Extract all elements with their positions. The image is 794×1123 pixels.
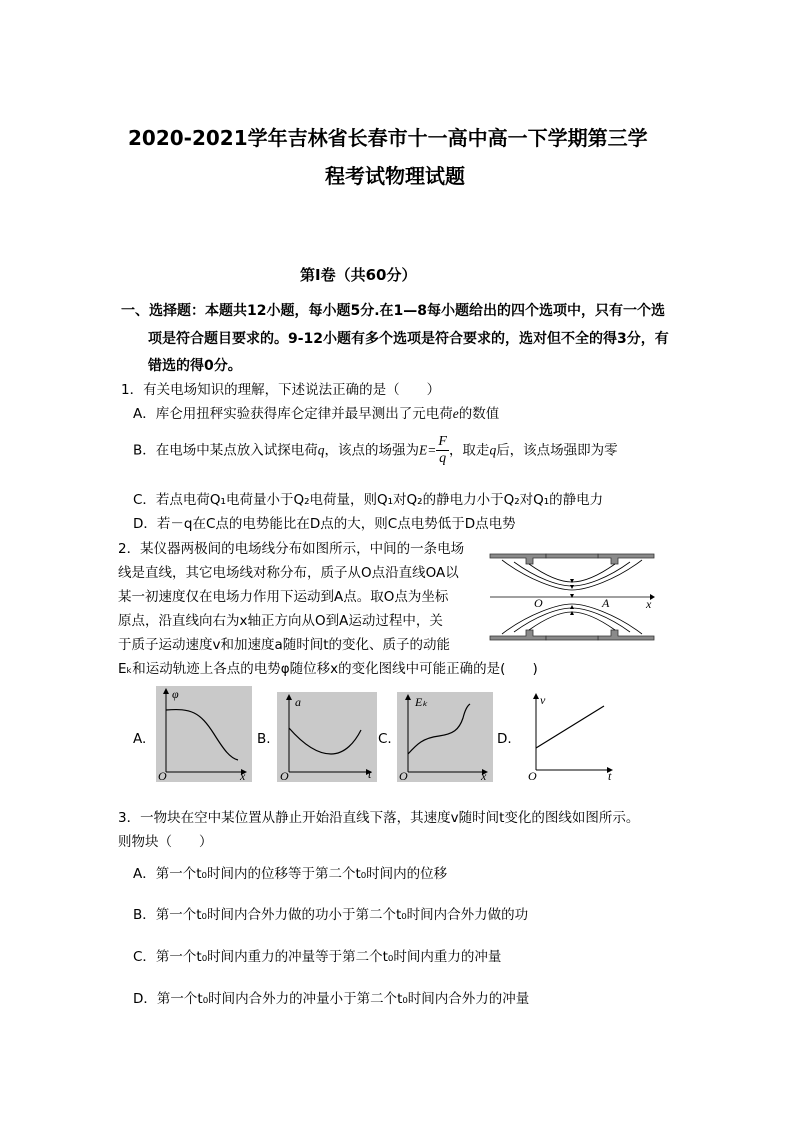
q2-option-d-label: D. [497, 731, 512, 747]
graph-b-x-label: t [368, 767, 372, 781]
q3-option-d: D．第一个t₀时间内合外力的冲量小于第二个t₀时间内合外力的冲量 [133, 991, 530, 1007]
graph-a-background [156, 686, 252, 782]
q1-option-d: D．若－q在C点的电势能比在D点的大，则C点电势低于D点电势 [133, 516, 516, 532]
graph-option-b [277, 692, 377, 782]
q2-line6: Eₖ和运动轨迹上各点的电势φ随位移x的变化图线中可能正确的是( ) [118, 661, 538, 677]
graph-d-x-label: t [608, 769, 612, 782]
q1-option-c: C．若点电荷Q₁电荷量小于Q₂电荷量，则Q₁对Q₂的静电力小于Q₂对Q₁的静电力 [133, 492, 604, 508]
q1-option-a: A．库仑用扭秤实验获得库仑定律并最早测出了元电荷e的数值 [133, 406, 500, 422]
instructions-line1: 一、选择题：本题共12小题，每小题5分.在1—8每小题给出的四个选项中，只有一个选 [121, 303, 666, 319]
electric-field-figure [488, 552, 656, 642]
fig-label-O: O [534, 596, 543, 610]
q2-option-b-label: B. [257, 731, 271, 747]
graph-c-x-label: x [481, 769, 487, 782]
fig-label-A: A [602, 596, 610, 610]
doc-title-line2: 程考试物理试题 [325, 164, 465, 188]
graph-a-origin: O [158, 769, 167, 782]
q3-stem-line1: 3．一物块在空中某位置从静止开始沿直线下落，其速度v随时间t变化的图线如图所示。 [118, 810, 640, 826]
q2-line3: 某一初速度仅在电场力作用下运动到A点。取O点为坐标 [118, 589, 449, 605]
q2-line5: 于质子运动速度v和加速度a随时间t的变化、质子的动能 [118, 637, 451, 653]
graph-b-background [277, 692, 377, 782]
graph-a-x-label: x [240, 769, 246, 782]
bottom-right-electrode [598, 630, 654, 640]
q3-option-b: B．第一个t₀时间内合外力做的功小于第二个t₀时间内合外力做的功 [133, 907, 529, 923]
graph-d-line [536, 706, 604, 748]
graph-b-origin: O [280, 769, 289, 782]
field-formula-fraction: $\frac{F}{q}$ [438, 434, 447, 466]
q3-option-a: A．第一个t₀时间内的位移等于第二个t₀时间内的位移 [133, 866, 448, 882]
graph-c-origin: O [399, 769, 408, 782]
graph-b-y-label: a [295, 695, 301, 709]
q2-option-a-label: A. [133, 731, 147, 747]
instructions-line2: 项是符合题目要求的。9-12小题有多个选项是符合要求的，选对但不全的得3分，有 [148, 331, 669, 347]
graph-option-d [526, 690, 618, 782]
q2-line4: 原点，沿直线向右为x轴正方向从O到A运动过程中，关 [118, 613, 443, 629]
q2-option-c-label: C. [378, 731, 392, 747]
graph-c-background [397, 692, 493, 782]
graph-d-y-label: v [540, 693, 546, 707]
top-left-electrode [490, 554, 546, 564]
graph-c-y-label: Eₖ [415, 695, 428, 709]
q3-stem-line2: 则物块（ ） [118, 834, 213, 850]
graph-a-y-label: φ [172, 687, 179, 701]
q1-option-b: B．在电场中某点放入试探电荷q，该点的场强为E= $\frac{F}{q}$ ，取走q后，该点场强即为零 [133, 434, 618, 466]
graph-option-a [156, 686, 252, 782]
field-lines [490, 560, 650, 634]
part-heading: 第Ⅰ卷（共60分） [300, 266, 417, 284]
doc-title-line1: 2020-2021学年吉林省长春市十一高中高一下学期第三学 [128, 126, 648, 150]
q2-line2: 线是直线，其它电场线对称分布，质子从O点沿直线OA以 [118, 565, 459, 581]
q2-line1: 2．某仪器两极间的电场线分布如图所示，中间的一条电场 [118, 541, 465, 557]
fig-label-x: x [646, 597, 652, 611]
instructions-line3: 错选的得0分。 [148, 358, 242, 374]
graph-d-origin: O [528, 769, 537, 782]
bottom-left-electrode [490, 630, 546, 640]
top-right-electrode [598, 554, 654, 564]
q3-option-c: C．第一个t₀时间内重力的冲量等于第二个t₀时间内重力的冲量 [133, 949, 502, 965]
q1-stem: 1．有关电场知识的理解，下述说法正确的是（ ） [121, 382, 441, 398]
graph-option-c [397, 692, 493, 782]
